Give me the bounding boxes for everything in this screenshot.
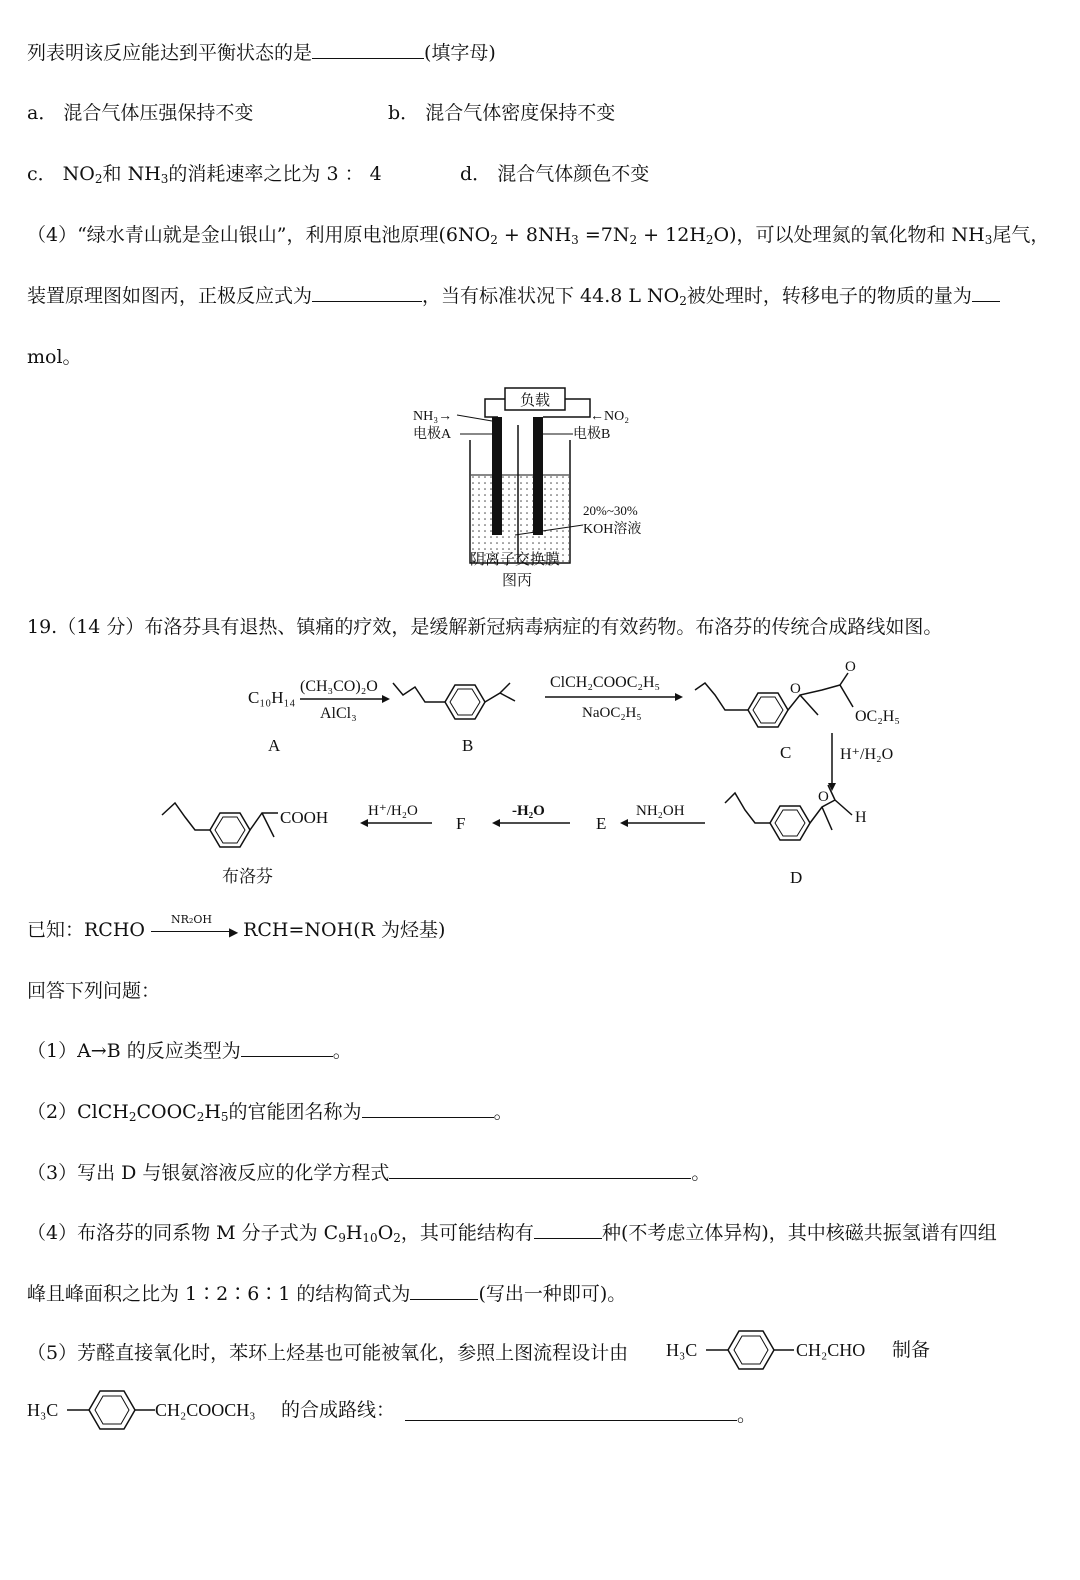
compound-a-formula: C₁₀H₁₄ xyxy=(248,688,296,707)
compound-b-structure xyxy=(393,683,515,719)
svg-text:O: O xyxy=(790,681,801,697)
label-e: E xyxy=(596,814,607,833)
option-c: c． $NO_2$和 $NH_3$的消耗速率之比为 3 ： 4 xyxy=(27,163,382,186)
svg-text:H⁺/H₂O: H⁺/H₂O xyxy=(368,803,418,819)
answer-blank[interactable] xyxy=(389,1160,691,1179)
answer-blank[interactable] xyxy=(410,1281,478,1300)
ibuprofen-structure xyxy=(162,803,278,847)
svg-text:CH₂COOCH₃: CH₂COOCH₃ xyxy=(155,1400,256,1420)
svg-text:电极B: 电极B xyxy=(573,427,611,442)
svg-text:OC₂H₅: OC₂H₅ xyxy=(855,708,900,725)
svg-text:的合成路线：: 的合成路线： xyxy=(281,1400,396,1421)
svg-text:H: H xyxy=(855,809,867,826)
sub-question-4-line1: （4）布洛芬的同系物 M 分子式为 $C_9H_{10}O_2$，其可能结构有 种(不考虑立体异构)，其中核磁共振氢谱有四组 xyxy=(27,1222,997,1245)
svg-text:-H₂O: -H₂O xyxy=(512,803,545,819)
answer-blank[interactable] xyxy=(241,1038,333,1057)
svg-text:20%~30%: 20%~30% xyxy=(583,503,638,518)
known-reaction: 已知：RCHO NR₂OH ▶ RCH=NOH(R 为烃基) xyxy=(27,913,446,941)
svg-text:O: O xyxy=(818,789,829,805)
sub-question-2: $(2)ClCH_2COOC_2H_5$的官能团名称为 。 xyxy=(27,1101,513,1124)
label-b: B xyxy=(462,736,474,755)
answer-prompt: 回答下列问题： xyxy=(27,980,161,1002)
svg-text:H₃C: H₃C xyxy=(27,1400,59,1420)
q18-part4-line2: 装置原理图如图丙，正极反应式为 ，当有标准状况下 44.8 L $NO_2$被处理时，转移电子的物质的量为 xyxy=(27,281,1000,308)
electrode-b xyxy=(533,417,543,535)
label-d: D xyxy=(790,868,803,887)
sub-question-1: （1）A→B 的反应类型为 。 xyxy=(27,1040,352,1062)
svg-text:NaOC₂H₅: NaOC₂H₅ xyxy=(582,705,642,721)
synthesis-scheme xyxy=(150,655,930,895)
option-d: d． 混合气体颜色不变 xyxy=(460,163,650,185)
electrode-a xyxy=(492,417,502,535)
svg-text:制备: 制备 xyxy=(892,1340,931,1361)
compound-d-structure xyxy=(725,785,852,840)
answer-blank[interactable] xyxy=(312,283,422,302)
sub-question-3: （3）写出 D 与银氨溶液反应的化学方程式 。 xyxy=(27,1162,711,1184)
option-b: b． 混合气体密度保持不变 xyxy=(388,102,616,124)
svg-text:AlCl₃: AlCl₃ xyxy=(320,705,357,722)
figure-caption: 图丙 xyxy=(502,573,533,589)
svg-text:CH₂CHO: CH₂CHO xyxy=(796,1340,866,1360)
q18-intro: 列表明该反应能达到平衡状态的是 (填字母) xyxy=(27,42,496,64)
answer-blank[interactable] xyxy=(405,1402,737,1421)
svg-text:KOH溶液: KOH溶液 xyxy=(583,522,642,537)
svg-text:←NO₂: ←NO₂ xyxy=(590,409,630,424)
svg-text:ClCH₂COOC₂H₅: ClCH₂COOC₂H₅ xyxy=(550,674,661,691)
label-f: F xyxy=(456,814,466,833)
svg-text:(CH₃CO)₂O: (CH₃CO)₂O xyxy=(300,678,378,695)
sub-question-5-line1: （5）芳醛直接氧化时，苯环上烃基也可能被氧化，参照上图流程设计由 xyxy=(27,1342,629,1364)
answer-blank[interactable] xyxy=(972,283,1000,302)
answer-blank[interactable] xyxy=(362,1099,494,1118)
svg-text:电极A: 电极A xyxy=(413,427,452,442)
q18-part4-line3: mol。 xyxy=(27,346,82,368)
svg-text:H⁺/H₂O: H⁺/H₂O xyxy=(840,746,894,763)
svg-text:NH₃→: NH₃→ xyxy=(413,409,453,424)
sub-question-4-line2: 峰且峰面积之比为 1∶2∶6∶1 的结构简式为 (写出一种即可)。 xyxy=(27,1283,627,1305)
q18-part4-line1: （4）“绿水青山就是金山银山”，利用原电池原理$(6NO_2 + 8NH_3 =7N_2 + 12H_2O)$，可以处理氮的氧化物和 $NH_3$尾气， xyxy=(27,224,1050,247)
q19-title: 19.（14 分）布洛芬具有退热、镇痛的疗效，是缓解新冠病毒病症的有效药物。布洛芬的传统合成路线如图。 xyxy=(27,616,943,638)
sub-question-5-answer: 。 xyxy=(405,1400,756,1427)
option-a: a． 混合气体压强保持不变 xyxy=(27,102,254,124)
answer-blank[interactable] xyxy=(534,1220,602,1239)
methyl-p-methylphenylacetate xyxy=(27,1382,407,1438)
svg-text:NH₂OH: NH₂OH xyxy=(636,803,685,819)
label-ibuprofen: 布洛芬 xyxy=(222,867,273,886)
svg-text:O: O xyxy=(845,659,856,675)
svg-text:H₃C: H₃C xyxy=(666,1340,698,1360)
label-a: A xyxy=(268,736,281,755)
answer-blank[interactable] xyxy=(312,40,424,59)
label-c: C xyxy=(780,743,792,762)
membrane-caption: 阴离子交换膜 xyxy=(470,550,561,568)
compound-c-structure xyxy=(695,673,853,727)
p-methylphenylacetaldehyde xyxy=(666,1322,946,1378)
svg-text:COOH: COOH xyxy=(280,808,329,827)
load-label: 负载 xyxy=(519,393,551,409)
